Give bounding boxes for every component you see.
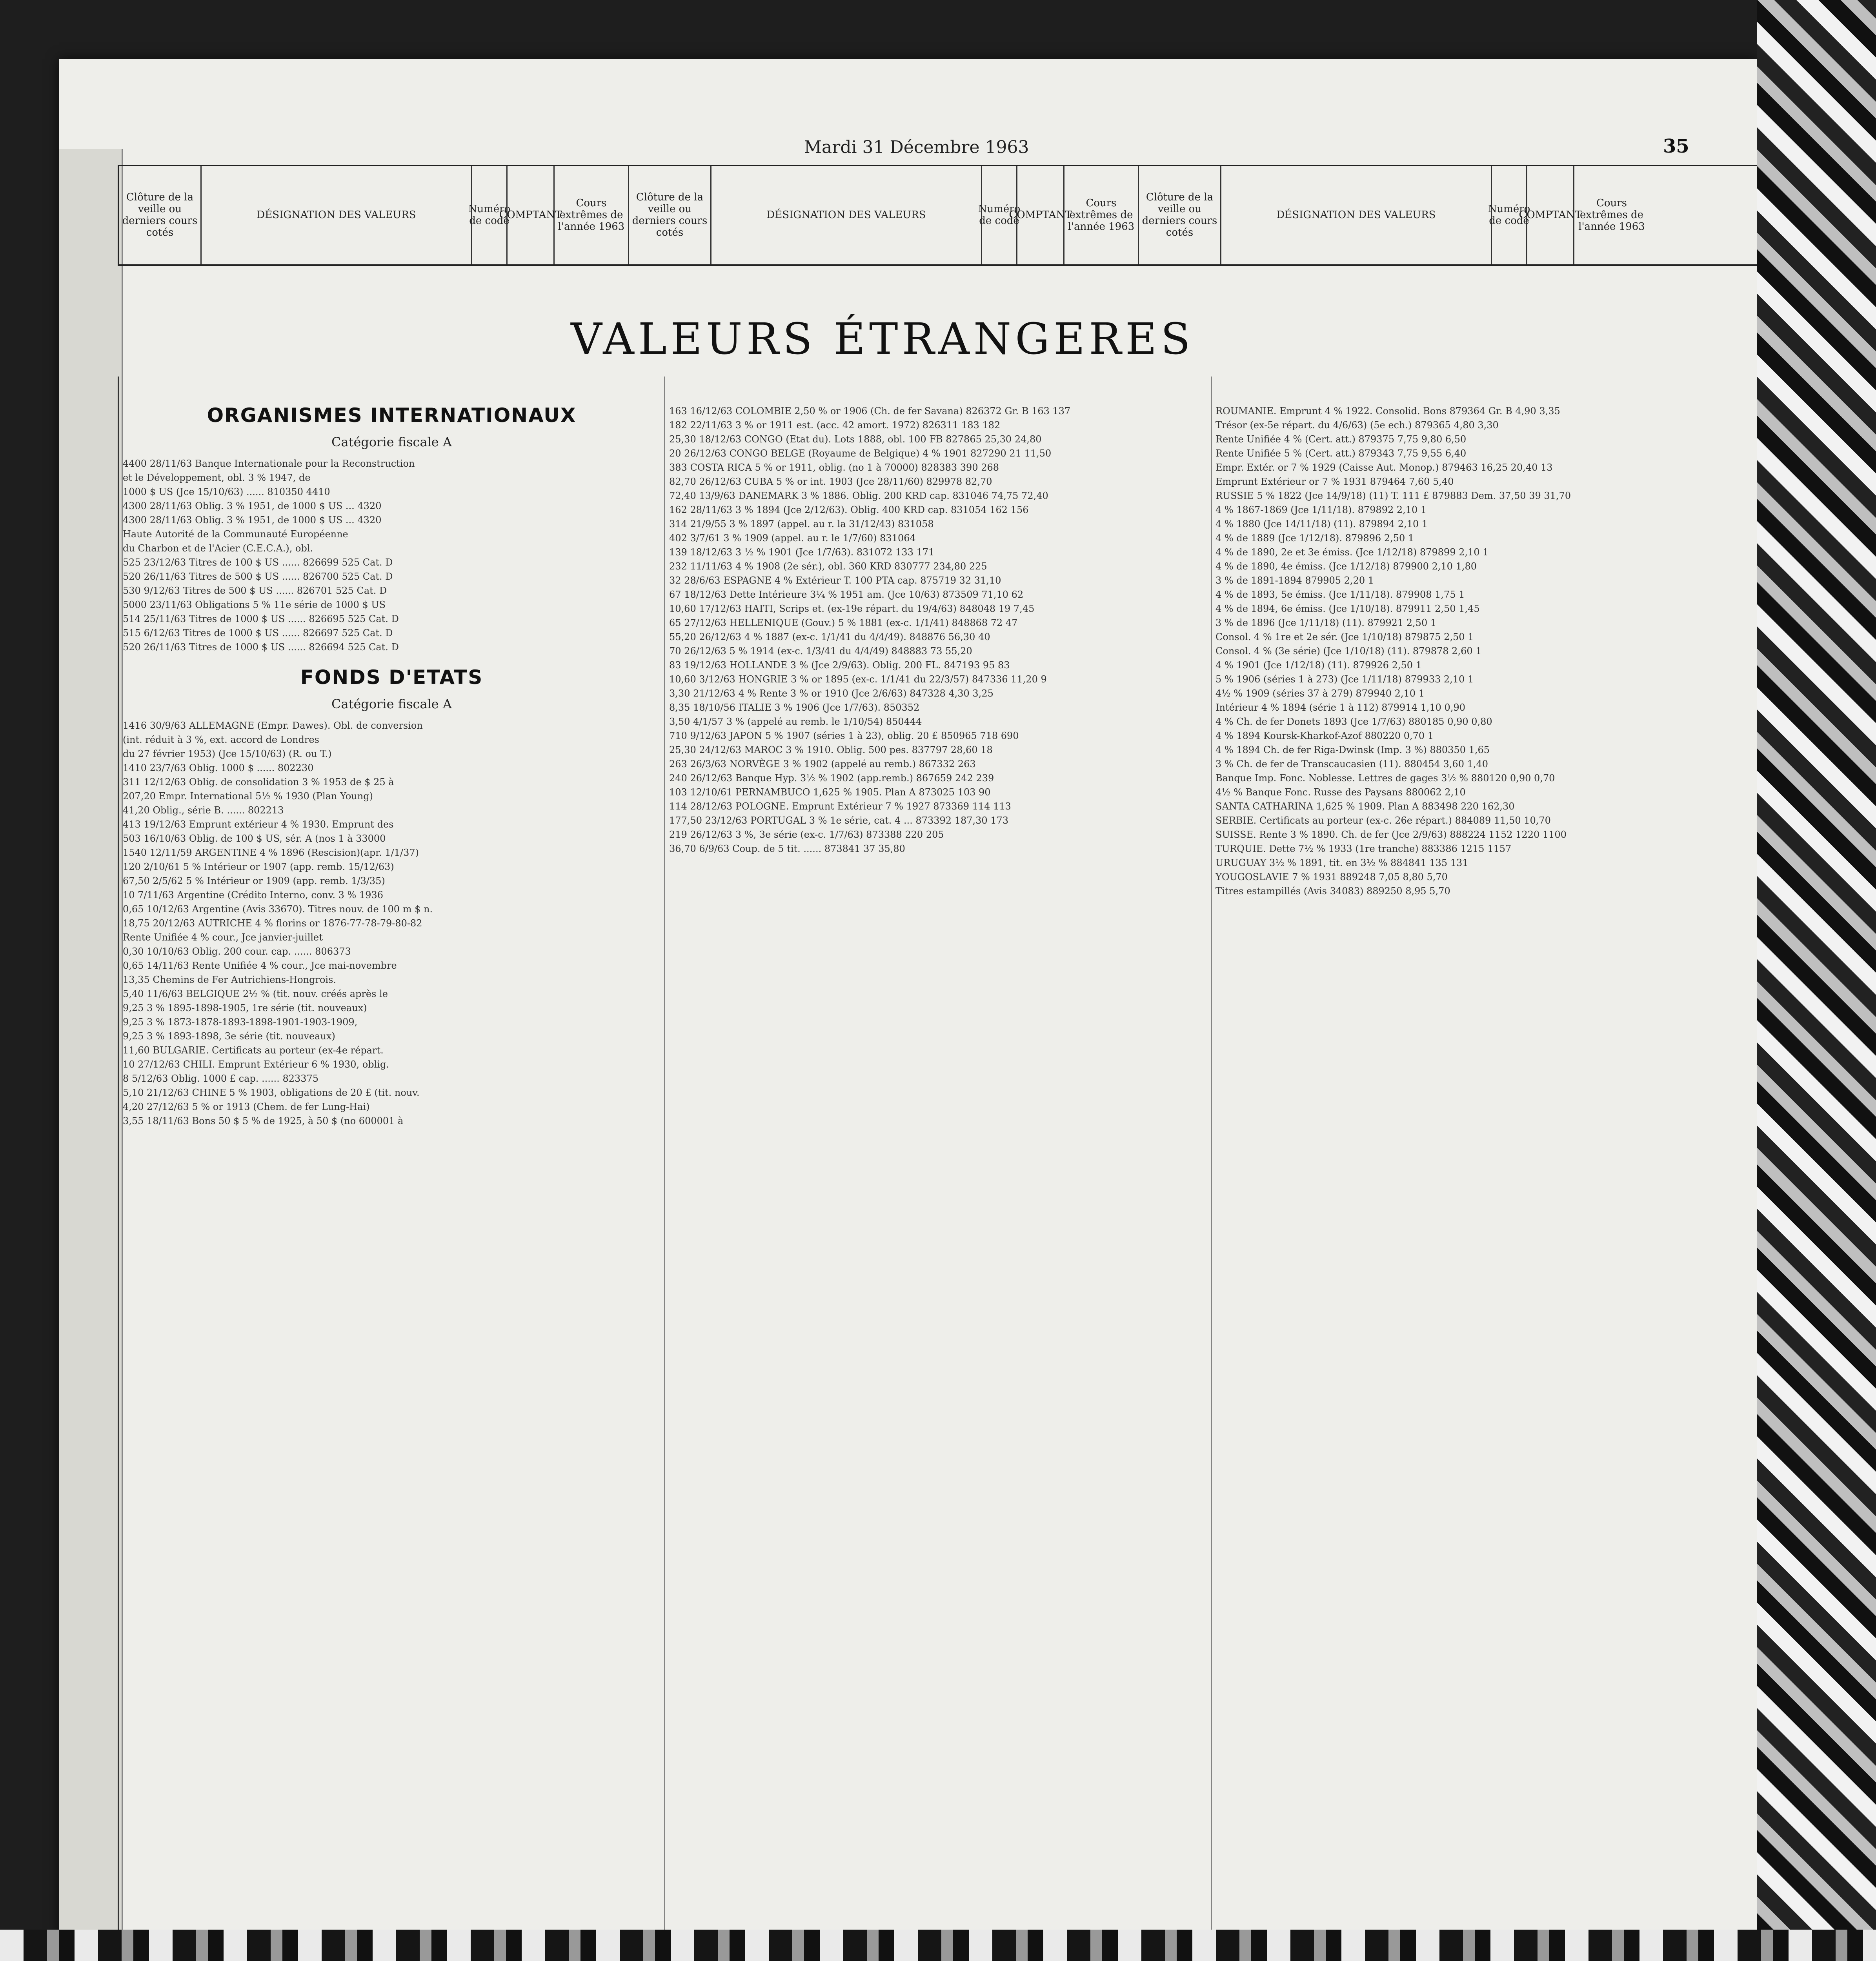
security-row: 114 28/12/63 POLOGNE. Emprunt Extérieur 7 % 1927 873369 114 113 <box>669 801 1011 812</box>
security-row: (int. réduit à 3 %, ext. accord de Londres <box>123 734 319 745</box>
security-row: 219 26/12/63 3 %, 3e série (ex-c. 1/7/63) 873388 220 205 <box>669 829 944 840</box>
marbled-binding <box>1757 0 1876 1961</box>
security-row: 3,30 21/12/63 4 % Rente 3 % or 1910 (Jce 2/6/63) 847328 4,30 3,25 <box>669 688 993 699</box>
security-row: 9,25 3 % 1893-1898, 3e série (tit. nouveaux) <box>123 1031 335 1042</box>
col-cloture-2: Clôture de la veille ou derniers cours cotés <box>629 166 711 264</box>
security-row: RUSSIE 5 % 1822 (Jce 14/9/18) (11) T. 111 £ 879883 Dem. 37,50 39 31,70 <box>1215 490 1571 501</box>
security-row: 5,10 21/12/63 CHINE 5 % 1903, obligations de 20 £ (tit. nouv. <box>123 1087 420 1098</box>
security-row: 20 26/12/63 CONGO BELGE (Royaume de Belgique) 4 % 1901 827290 21 11,50 <box>669 448 1052 459</box>
security-row: 82,70 26/12/63 CUBA 5 % or int. 1903 (Jce 28/11/60) 829978 82,70 <box>669 476 992 487</box>
security-row: 10 27/12/63 CHILI. Emprunt Extérieur 6 % 1930, oblig. <box>123 1059 389 1070</box>
col-designation-3: DÉSIGNATION DES VALEURS <box>1221 166 1492 264</box>
col-cloture-3: Clôture de la veille ou derniers cours cotés <box>1139 166 1221 264</box>
security-row: 4 % de 1890, 4e émiss. (Jce 1/12/18) 879900 2,10 1,80 <box>1215 561 1477 572</box>
category-label-2: Catégorie fiscale A <box>331 697 452 711</box>
security-row: 232 11/11/63 4 % 1908 (2e sér.), obl. 360 KRD 830777 234,80 225 <box>669 561 987 572</box>
ledger-page <box>59 59 1757 1961</box>
col-comptant: COMPTANT <box>508 166 555 264</box>
security-row: 0,65 10/12/63 Argentine (Avis 33670). Titres nouv. de 100 m $ n. <box>123 904 433 915</box>
security-row: ROUMANIE. Emprunt 4 % 1922. Consolid. Bons 879364 Gr. B 4,90 3,35 <box>1215 406 1560 417</box>
fonds-list <box>119 719 664 1128</box>
security-row: 9,25 3 % 1873-1878-1893-1898-1901-1903-1909, <box>123 1017 358 1028</box>
security-row: Emprunt Extérieur or 7 % 1931 879464 7,60 5,40 <box>1215 476 1454 487</box>
security-row: et le Développement, obl. 3 % 1947, de <box>123 472 311 483</box>
security-row: Trésor (ex-5e répart. du 4/6/63) (5e ech.) 879365 4,80 3,30 <box>1215 420 1499 431</box>
security-row: 5000 23/11/63 Obligations 5 % 11e série de 1000 $ US <box>123 599 386 610</box>
security-row: 3 % de 1896 (Jce 1/11/18) (11). 879921 2,50 1 <box>1215 617 1437 628</box>
security-row: 72,40 13/9/63 DANEMARK 3 % 1886. Oblig. 200 KRD cap. 831046 74,75 72,40 <box>669 490 1048 501</box>
middle-column <box>665 377 1212 1961</box>
page-number: 35 <box>1663 135 1689 157</box>
main-title: VALEURS ÉTRANGERES <box>571 314 1194 364</box>
security-row: 525 23/12/63 Titres de 100 $ US ...... 826699 525 Cat. D <box>123 557 393 568</box>
security-row: 4300 28/11/63 Oblig. 3 % 1951, de 1000 $ US ... 4320 <box>123 500 382 511</box>
security-row: 263 26/3/63 NORVÈGE 3 % 1902 (appelé au remb.) 867332 263 <box>669 759 976 769</box>
section-organismes: ORGANISMES INTERNATIONAUX <box>207 404 577 427</box>
security-row: Titres estampillés (Avis 34083) 889250 8,95 5,70 <box>1215 886 1450 897</box>
security-row: 4 % 1880 (Jce 14/11/18) (11). 879894 2,10 1 <box>1215 518 1428 529</box>
section-fonds: FONDS D'ETATS <box>300 666 483 689</box>
left-column <box>119 377 665 1961</box>
security-row: 1416 30/9/63 ALLEMAGNE (Empr. Dawes). Obl. de conversion <box>123 720 423 731</box>
right-column <box>1212 377 1757 1961</box>
security-row: 139 18/12/63 3 ½ % 1901 (Jce 1/7/63). 831072 133 171 <box>669 547 935 558</box>
security-row: 530 9/12/63 Titres de 500 $ US ...... 826701 525 Cat. D <box>123 585 387 596</box>
security-row: 0,30 10/10/63 Oblig. 200 cour. cap. ...... 806373 <box>123 946 351 957</box>
security-row: 4 % de 1894, 6e émiss. (Jce 1/10/18). 879911 2,50 1,45 <box>1215 603 1480 614</box>
security-row: du 27 février 1953) (Jce 15/10/63) (R. ou T.) <box>123 748 332 759</box>
col-designation: DÉSIGNATION DES VALEURS <box>202 166 472 264</box>
page-date: Mardi 31 Décembre 1963 <box>804 137 1029 157</box>
security-row: Rente Unifiée 5 % (Cert. att.) 879343 7,75 9,55 6,40 <box>1215 448 1467 459</box>
security-row: 4 % 1894 Koursk-Kharkof-Azof 880220 0,70 1 <box>1215 730 1434 741</box>
security-row: 1000 $ US (Jce 15/10/63) ...... 810350 4410 <box>123 486 330 497</box>
security-row: 402 3/7/61 3 % 1909 (appel. au r. le 1/7/60) 831064 <box>669 533 916 544</box>
col-numero-3: Numéro de code <box>1492 166 1527 264</box>
security-row: 32 28/6/63 ESPAGNE 4 % Extérieur T. 100 PTA cap. 875719 32 31,10 <box>669 575 1001 586</box>
security-row: 503 16/10/63 Oblig. de 100 $ US, sér. A (nos 1 à 33000 <box>123 833 386 844</box>
col-comptant-3: COMPTANT <box>1527 166 1574 264</box>
security-row: Intérieur 4 % 1894 (série 1 à 112) 879914 1,10 0,90 <box>1215 702 1465 713</box>
col-cours-extremes-2: Cours extrêmes de l'année 1963 <box>1064 166 1139 264</box>
security-row: 4 % 1901 (Jce 1/12/18) (11). 879926 2,50 1 <box>1215 660 1422 671</box>
security-row: 4½ % Banque Fonc. Russe des Paysans 880062 2,10 <box>1215 787 1466 798</box>
security-row: TURQUIE. Dette 7½ % 1933 (1re tranche) 883386 1215 1157 <box>1215 843 1512 854</box>
security-row: 8 5/12/63 Oblig. 1000 £ cap. ...... 823375 <box>123 1073 319 1084</box>
security-row: 3,55 18/11/63 Bons 50 $ 5 % de 1925, à 50 $ (no 600001 à <box>123 1115 404 1126</box>
security-row: 240 26/12/63 Banque Hyp. 3½ % 1902 (app.remb.) 867659 242 239 <box>669 773 994 784</box>
security-row: 13,35 Chemins de Fer Autrichiens-Hongrois. <box>123 974 337 985</box>
security-row: 36,70 6/9/63 Coup. de 5 tit. ...... 873841 37 35,80 <box>669 843 905 854</box>
security-row: 65 27/12/63 HELLENIQUE (Gouv.) 5 % 1881 (ex-c. 1/1/41) 848868 72 47 <box>669 617 1018 628</box>
security-row: 25,30 18/12/63 CONGO (Etat du). Lots 1888, obl. 100 FB 827865 25,30 24,80 <box>669 434 1042 445</box>
security-row: 413 19/12/63 Emprunt extérieur 4 % 1930. Emprunt des <box>123 819 394 830</box>
security-row: 1540 12/11/59 ARGENTINE 4 % 1896 (Rescision)(apr. 1/1/37) <box>123 847 419 858</box>
col-cours-extremes: Cours extrêmes de l'année 1963 <box>555 166 629 264</box>
security-row: 182 22/11/63 3 % or 1911 est. (acc. 42 amort. 1972) 826311 183 182 <box>669 420 1001 431</box>
col-cloture: Clôture de la veille ou derniers cours cotés <box>119 166 202 264</box>
col-numero: Numéro de code <box>472 166 508 264</box>
security-row: Rente Unifiée 4 % cour., Jce janvier-juillet <box>123 932 323 943</box>
security-row: 10,60 17/12/63 HAITI, Scrips et. (ex-19e répart. du 19/4/63) 848048 19 7,45 <box>669 603 1035 614</box>
right-list <box>1212 377 1757 898</box>
securities-table <box>118 377 1757 1961</box>
col-designation-2: DÉSIGNATION DES VALEURS <box>711 166 982 264</box>
organismes-list <box>119 457 664 654</box>
security-row: 710 9/12/63 JAPON 5 % 1907 (séries 1 à 23), oblig. 20 £ 850965 718 690 <box>669 730 1019 741</box>
security-row: 177,50 23/12/63 PORTUGAL 3 % 1e série, cat. 4 ... 873392 187,30 173 <box>669 815 1009 826</box>
security-row: 4 % de 1893, 5e émiss. (Jce 1/11/18). 879908 1,75 1 <box>1215 589 1465 600</box>
security-row: 4 % 1894 Ch. de fer Riga-Dwinsk (Imp. 3 %) 880350 1,65 <box>1215 744 1490 755</box>
security-row: 162 28/11/63 3 % 1894 (Jce 2/12/63). Oblig. 400 KRD cap. 831054 162 156 <box>669 504 1029 515</box>
security-row: 55,20 26/12/63 4 % 1887 (ex-c. 1/1/41 du 4/4/49). 848876 56,30 40 <box>669 631 990 642</box>
security-row: 515 6/12/63 Titres de 1000 $ US ...... 826697 525 Cat. D <box>123 628 393 639</box>
security-row: 5,40 11/6/63 BELGIQUE 2½ % (tit. nouv. créés après le <box>123 988 388 999</box>
col-cours-extremes-3: Cours extrêmes de l'année 1963 <box>1578 197 1645 233</box>
col-numero-2: Numéro de code <box>982 166 1017 264</box>
security-row: 3,50 4/1/57 3 % (appelé au remb. le 1/10/54) 850444 <box>669 716 922 727</box>
security-row: 4 % de 1889 (Jce 1/12/18). 879896 2,50 1 <box>1215 533 1414 544</box>
security-row: 41,20 Oblig., série B. ...... 802213 <box>123 805 284 816</box>
left-page-edge <box>59 149 123 1961</box>
middle-list <box>665 377 1211 856</box>
security-row: 18,75 20/12/63 AUTRICHE 4 % florins or 1876-77-78-79-80-82 <box>123 918 422 929</box>
security-row: 4 % de 1890, 2e et 3e émiss. (Jce 1/12/18) 879899 2,10 1 <box>1215 547 1489 558</box>
security-row: 4½ % 1909 (séries 37 à 279) 879940 2,10 1 <box>1215 688 1425 699</box>
security-row: Consol. 4 % (3e série) (Jce 1/10/18) (11). 879878 2,60 1 <box>1215 646 1482 657</box>
security-row: 1410 23/7/63 Oblig. 1000 $ ...... 802230 <box>123 762 314 773</box>
security-row: 163 16/12/63 COLOMBIE 2,50 % or 1906 (Ch. de fer Savana) 826372 Gr. B 163 137 <box>669 406 1071 417</box>
security-row: 514 25/11/63 Titres de 1000 $ US ...... 826695 525 Cat. D <box>123 613 399 624</box>
security-row: Banque Imp. Fonc. Noblesse. Lettres de gages 3½ % 880120 0,90 0,70 <box>1215 773 1555 784</box>
security-row: 4400 28/11/63 Banque Internationale pour la Reconstruction <box>123 458 415 469</box>
security-row: 10,60 3/12/63 HONGRIE 3 % or 1895 (ex-c. 1/1/41 du 22/3/57) 847336 11,20 9 <box>669 674 1047 685</box>
security-row: 0,65 14/11/63 Rente Unifiée 4 % cour., Jce mai-novembre <box>123 960 397 971</box>
security-row: 103 12/10/61 PERNAMBUCO 1,625 % 1905. Plan A 873025 103 90 <box>669 787 991 798</box>
category-label: Catégorie fiscale A <box>331 435 452 449</box>
security-row: 520 26/11/63 Titres de 500 $ US ...... 826700 525 Cat. D <box>123 571 393 582</box>
security-row: Haute Autorité de la Communauté Européenne <box>123 529 348 540</box>
security-row: 4 % 1867-1869 (Jce 1/11/18). 879892 2,10 1 <box>1215 504 1427 515</box>
security-row: Empr. Extér. or 7 % 1929 (Caisse Aut. Monop.) 879463 16,25 20,40 13 <box>1215 462 1553 473</box>
security-row: 5 % 1906 (séries 1 à 273) (Jce 1/11/18) 879933 2,10 1 <box>1215 674 1474 685</box>
security-row: SERBIE. Certificats au porteur (ex-c. 26e répart.) 884089 11,50 10,70 <box>1215 815 1551 826</box>
security-row: 9,25 3 % 1895-1898-1905, 1re série (tit. nouveaux) <box>123 1002 367 1013</box>
security-row: SANTA CATHARINA 1,625 % 1909. Plan A 883498 220 162,30 <box>1215 801 1515 812</box>
security-row: 4300 28/11/63 Oblig. 3 % 1951, de 1000 $ US ... 4320 <box>123 515 382 526</box>
security-row: 11,60 BULGARIE. Certificats au porteur (ex-4e répart. <box>123 1045 384 1056</box>
security-row: 207,20 Empr. International 5½ % 1930 (Plan Young) <box>123 791 373 802</box>
security-row: 311 12/12/63 Oblig. de consolidation 3 % 1953 de $ 25 à <box>123 777 394 788</box>
security-row: 520 26/11/63 Titres de 1000 $ US ...... 826694 525 Cat. D <box>123 642 399 653</box>
security-row: Rente Unifiée 4 % (Cert. att.) 879375 7,75 9,80 6,50 <box>1215 434 1467 445</box>
security-row: 10 7/11/63 Argentine (Crédito Interno, conv. 3 % 1936 <box>123 890 384 900</box>
col-comptant-2: COMPTANT <box>1017 166 1064 264</box>
security-row: 67,50 2/5/62 5 % Intérieur or 1909 (app. remb. 1/3/35) <box>123 875 385 886</box>
security-row: 70 26/12/63 5 % 1914 (ex-c. 1/3/41 du 4/4/49) 848883 73 55,20 <box>669 646 972 657</box>
security-row: 3 % Ch. de fer de Transcaucasien (11). 880454 3,60 1,40 <box>1215 759 1488 769</box>
security-row: 3 % de 1891-1894 879905 2,20 1 <box>1215 575 1374 586</box>
security-row: 120 2/10/61 5 % Intérieur or 1907 (app. remb. 15/12/63) <box>123 861 394 872</box>
security-row: 4 % Ch. de fer Donets 1893 (Jce 1/7/63) 880185 0,90 0,80 <box>1215 716 1492 727</box>
security-row: 314 21/9/55 3 % 1897 (appel. au r. la 31/12/43) 831058 <box>669 518 934 529</box>
marbled-bottom-edge <box>0 1930 1876 1961</box>
security-row: SUISSE. Rente 3 % 1890. Ch. de fer (Jce 2/9/63) 888224 1152 1220 1100 <box>1215 829 1567 840</box>
security-row: YOUGOSLAVIE 7 % 1931 889248 7,05 8,80 5,70 <box>1215 871 1448 882</box>
security-row: 67 18/12/63 Dette Intérieure 3¼ % 1951 am. (Jce 10/63) 873509 71,10 62 <box>669 589 1024 600</box>
security-row: URUGUAY 3½ % 1891, tit. en 3½ % 884841 135 131 <box>1215 857 1468 868</box>
security-row: 83 19/12/63 HOLLANDE 3 % (Jce 2/9/63). Oblig. 200 FL. 847193 95 83 <box>669 660 1010 671</box>
security-row: 25,30 24/12/63 MAROC 3 % 1910. Oblig. 500 pes. 837797 28,60 18 <box>669 744 993 755</box>
security-row: 8,35 18/10/56 ITALIE 3 % 1906 (Jce 1/7/63). 850352 <box>669 702 920 713</box>
security-row: 383 COSTA RICA 5 % or 1911, oblig. (no 1 à 70000) 828383 390 268 <box>669 462 999 473</box>
security-row: Consol. 4 % 1re et 2e sér. (Jce 1/10/18) 879875 2,50 1 <box>1215 631 1474 642</box>
security-row: 4,20 27/12/63 5 % or 1913 (Chem. de fer Lung-Hai) <box>123 1101 370 1112</box>
security-row: du Charbon et de l'Acier (C.E.C.A.), obl. <box>123 543 313 554</box>
column-header <box>118 165 1757 266</box>
